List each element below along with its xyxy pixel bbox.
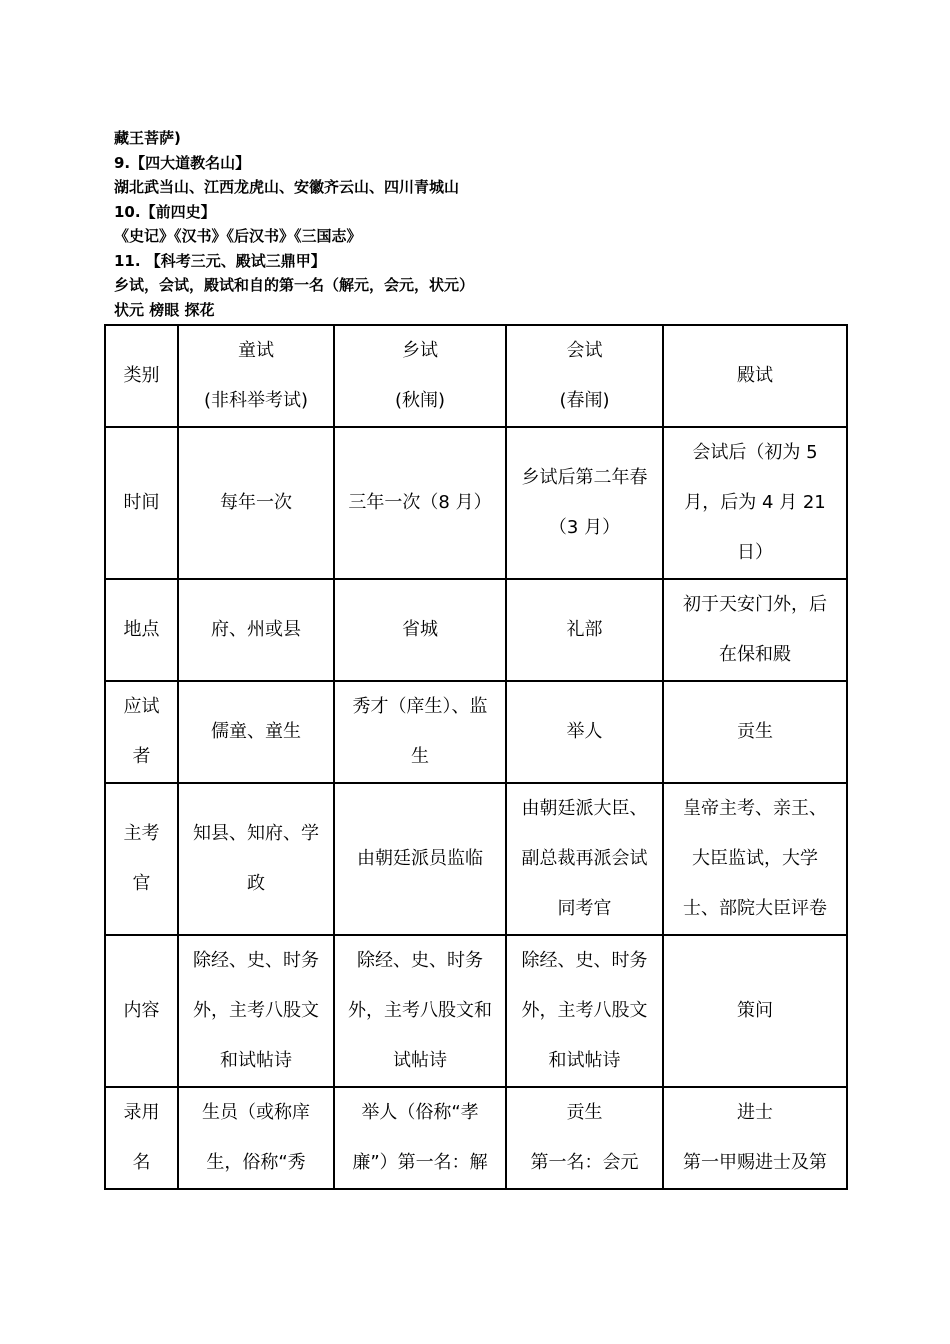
cell-line: 举人 — [566, 721, 603, 742]
table-cell — [663, 935, 847, 1087]
cell-line: 和试帖诗 — [548, 1050, 621, 1071]
table-row — [105, 427, 847, 579]
cell-line: 时间 — [123, 492, 160, 513]
cell-line: 日） — [737, 542, 773, 563]
cell-line: 童试 — [238, 340, 274, 361]
cell-line: 由朝廷派员监临 — [357, 848, 483, 869]
cell-line: 第一名：会元 — [530, 1152, 639, 1173]
row-label-cell — [105, 783, 178, 935]
table-cell — [334, 427, 506, 579]
row-label-cell — [105, 681, 178, 783]
intro-text-block — [114, 126, 474, 322]
exam-table — [104, 324, 848, 1190]
table-cell — [334, 681, 506, 783]
table-cell — [178, 1087, 334, 1189]
cell-line: 皇帝主考、亲王、 — [683, 798, 827, 819]
table-cell — [178, 783, 334, 935]
cell-line: （3 月） — [548, 517, 621, 538]
cell-line: 儒童、童生 — [211, 721, 301, 742]
cell-line: 官 — [132, 873, 151, 894]
table-row — [105, 681, 847, 783]
cell-line: 第一甲赐进士及第 — [683, 1152, 827, 1173]
intro-line: 状元 榜眼 探花 — [114, 300, 215, 319]
cell-line: 外，主考八股文和 — [348, 1000, 492, 1021]
cell-line: 秀才（庠生）、监 — [352, 696, 488, 717]
intro-line: 藏王菩萨) — [114, 129, 181, 147]
table-cell — [663, 783, 847, 935]
table-cell — [506, 935, 663, 1087]
cell-line: 三年一次（8 月） — [348, 492, 492, 513]
table-cell — [506, 1087, 663, 1189]
cell-line: 生员（或称庠 — [202, 1102, 310, 1123]
table-cell — [506, 681, 663, 783]
cell-line: 类别 — [123, 365, 160, 386]
cell-line: 知县、知府、学 — [193, 823, 319, 844]
header-cell-dianshi — [663, 325, 847, 427]
table-cell — [663, 427, 847, 579]
cell-line: 每年一次 — [220, 492, 292, 513]
cell-line: 乡试 — [402, 340, 438, 361]
cell-line: 地点 — [123, 619, 160, 640]
cell-line: 除经、史、时务 — [357, 950, 483, 971]
cell-line: 者 — [132, 746, 151, 767]
cell-line: 举人（俗称“孝 — [361, 1102, 479, 1123]
table-row — [105, 579, 847, 681]
header-cell-tongshi — [178, 325, 334, 427]
table-cell — [178, 681, 334, 783]
cell-line: 府、州或县 — [211, 619, 301, 640]
table-row — [105, 1087, 847, 1189]
intro-line: 10.【前四史】 — [114, 202, 216, 221]
cell-line: 外，主考八股文 — [521, 1000, 648, 1021]
cell-line: (非科举考试) — [203, 390, 309, 411]
row-label-cell — [105, 1087, 178, 1189]
row-label-cell — [105, 579, 178, 681]
cell-line: 试帖诗 — [393, 1050, 447, 1071]
cell-line: 大臣监试，大学 — [692, 848, 818, 869]
table-cell — [663, 579, 847, 681]
row-label-cell — [105, 935, 178, 1087]
table-cell — [663, 1087, 847, 1189]
intro-line: 湖北武当山、江西龙虎山、安徽齐云山、四川青城山 — [114, 178, 460, 196]
table-header-row — [105, 325, 847, 427]
cell-line: (春闱) — [559, 390, 610, 411]
table-cell — [334, 1087, 506, 1189]
intro-line: 9.【四大道教名山】 — [114, 153, 251, 172]
cell-line: 同考官 — [557, 898, 612, 919]
table-cell — [334, 783, 506, 935]
cell-line: 廉”）第一名：解 — [352, 1152, 488, 1173]
cell-line: 录用 — [123, 1102, 160, 1123]
cell-line: 贡生 — [737, 721, 773, 742]
cell-line: 名 — [132, 1152, 151, 1173]
cell-line: 礼部 — [566, 619, 603, 640]
table-row — [105, 783, 847, 935]
cell-line: 生，俗称“秀 — [206, 1152, 306, 1173]
cell-line: 进士 — [737, 1102, 773, 1123]
table-cell — [178, 935, 334, 1087]
cell-line: 应试 — [123, 696, 160, 717]
cell-line: 初于天安门外，后 — [683, 594, 827, 615]
table-cell — [663, 681, 847, 783]
cell-line: 会试 — [566, 340, 603, 361]
cell-line: 贡生 — [566, 1102, 603, 1123]
cell-line: 殿试 — [737, 365, 773, 386]
header-label-cell — [105, 325, 178, 427]
table-cell — [178, 579, 334, 681]
cell-line: 策问 — [737, 1000, 773, 1021]
cell-line: 政 — [247, 873, 265, 894]
cell-line: 生 — [411, 746, 429, 767]
cell-line: 乡试后第二年春 — [521, 467, 648, 488]
intro-line: 乡试，会试，殿试和自的第一名（解元，会元，状元） — [114, 276, 475, 294]
intro-line: 《史记》《汉书》《后汉书》《三国志》 — [114, 227, 362, 245]
cell-line: 副总裁再派会试 — [521, 848, 648, 869]
cell-line: 除经、史、时务 — [521, 950, 648, 971]
header-cell-huishi — [506, 325, 663, 427]
cell-line: 在保和殿 — [719, 644, 791, 665]
table-row — [105, 935, 847, 1087]
table-cell — [334, 935, 506, 1087]
cell-line: 会试后（初为 5 — [692, 442, 818, 463]
cell-line: 省城 — [402, 619, 438, 640]
cell-line: 和试帖诗 — [220, 1050, 292, 1071]
table-cell — [506, 427, 663, 579]
table-cell — [506, 579, 663, 681]
cell-line: 由朝廷派大臣、 — [521, 798, 648, 819]
table-cell — [334, 579, 506, 681]
cell-line: 士、部院大臣评卷 — [683, 898, 827, 919]
row-label-cell — [105, 427, 178, 579]
cell-line: 主考 — [123, 823, 160, 844]
header-cell-xiangshi — [334, 325, 506, 427]
cell-line: 内容 — [123, 1000, 160, 1021]
table-cell — [506, 783, 663, 935]
cell-line: (秋闱) — [394, 390, 446, 411]
cell-line: 除经、史、时务 — [193, 950, 319, 971]
table-cell — [178, 427, 334, 579]
intro-line: 11. 【科考三元、殿试三鼎甲】 — [114, 251, 326, 270]
cell-line: 外，主考八股文 — [193, 1000, 319, 1021]
cell-line: 月，后为 4 月 21 — [684, 492, 826, 513]
